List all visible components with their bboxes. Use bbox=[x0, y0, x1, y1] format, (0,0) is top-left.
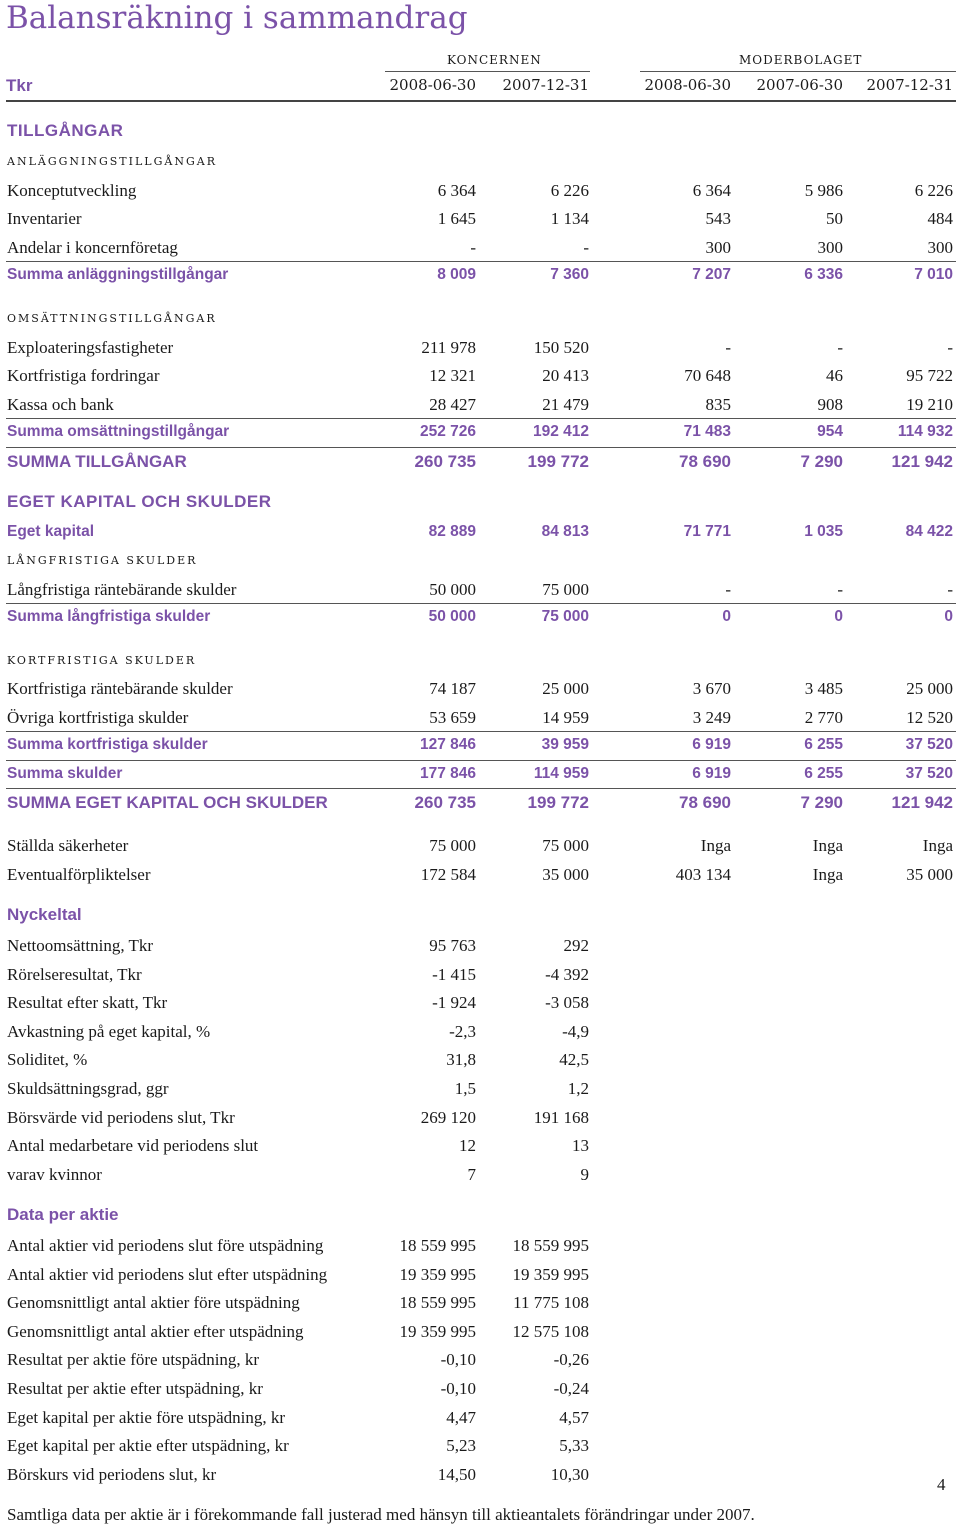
row-label: Genomsnittligt antal aktier före utspädning bbox=[7, 1293, 300, 1313]
row-value: 150 520 bbox=[533, 338, 589, 357]
row-value: 269 120 bbox=[420, 1107, 476, 1127]
row-label: Avkastning på eget kapital, % bbox=[7, 1021, 211, 1041]
row-value: 20 413 bbox=[542, 366, 589, 385]
row-value: 2 770 bbox=[804, 708, 843, 727]
row-value: 7 290 bbox=[800, 793, 843, 812]
row-value: -0,10 bbox=[440, 1350, 476, 1370]
header-rule bbox=[6, 100, 956, 102]
row-value: 75 000 bbox=[542, 836, 589, 855]
row-value: -4 392 bbox=[545, 964, 589, 984]
row-value: Inga bbox=[812, 865, 843, 884]
row-label: Genomsnittligt antal aktier efter utspädning bbox=[7, 1321, 304, 1341]
row-label: varav kvinnor bbox=[7, 1164, 102, 1184]
date-header: 2007-12-31 bbox=[502, 76, 589, 94]
row-value: 5,33 bbox=[559, 1436, 589, 1456]
row-value: 70 648 bbox=[684, 366, 731, 385]
row-value: 5 986 bbox=[804, 181, 843, 200]
row-value: 12 575 108 bbox=[512, 1321, 589, 1341]
row-label: Rörelseresultat, Tkr bbox=[7, 964, 142, 984]
row-value: 95 722 bbox=[906, 366, 953, 385]
row-label: Eget kapital per aktie efter utspädning, kr bbox=[7, 1436, 289, 1456]
row-value: 46 bbox=[826, 366, 843, 385]
row-value: 84 813 bbox=[541, 523, 589, 540]
key-figure-row bbox=[0, 1075, 960, 1103]
row-value: 127 846 bbox=[419, 736, 476, 753]
page-number: 4 bbox=[937, 1475, 946, 1494]
date-header: 2008-06-30 bbox=[389, 76, 476, 94]
row-value: Inga bbox=[812, 836, 843, 855]
row-value: 7 bbox=[467, 1164, 476, 1184]
group-underline-moderbolaget bbox=[640, 71, 956, 72]
row-value: 7 290 bbox=[800, 452, 843, 471]
sum-row bbox=[0, 519, 960, 547]
row-value: - bbox=[725, 338, 731, 357]
row-label: Kassa och bank bbox=[7, 395, 114, 414]
per-share-row bbox=[0, 1289, 960, 1317]
row-value: 1,5 bbox=[454, 1079, 476, 1098]
row-value: 835 bbox=[705, 395, 731, 414]
row-value: 50 000 bbox=[429, 580, 476, 599]
row-value: 260 735 bbox=[414, 793, 476, 812]
row-value: 1,2 bbox=[567, 1079, 589, 1098]
subheading-langfristiga-skulder: LÅNGFRISTIGA SKULDER bbox=[7, 554, 198, 567]
table-row bbox=[0, 704, 960, 732]
group-header-moderbolaget: MODERBOLAGET bbox=[739, 53, 863, 67]
row-label: Konceptutveckling bbox=[7, 181, 137, 200]
footnote: Samtliga data per aktie är i förekommande fall justerad med hänsyn till aktieantalets förändringar under 2007. bbox=[7, 1505, 755, 1524]
column-header-row bbox=[6, 74, 956, 100]
group-header-koncernen: KONCERNEN bbox=[447, 53, 542, 67]
table-row bbox=[0, 832, 960, 860]
row-value: 6 226 bbox=[914, 181, 953, 200]
sum-row bbox=[0, 419, 960, 447]
table-row bbox=[0, 576, 960, 604]
per-share-row bbox=[0, 1232, 960, 1260]
row-value: 78 690 bbox=[679, 793, 731, 812]
row-value: 75 000 bbox=[429, 836, 476, 855]
row-value: 6 364 bbox=[437, 181, 476, 200]
per-share-row bbox=[0, 1261, 960, 1289]
date-header: 2007-06-30 bbox=[756, 76, 843, 94]
row-label: Skuldsättningsgrad, ggr bbox=[7, 1079, 169, 1098]
row-value: 18 559 995 bbox=[399, 1236, 476, 1255]
row-value: 121 942 bbox=[891, 452, 953, 471]
row-label: Antal medarbetare vid periodens slut bbox=[7, 1136, 259, 1156]
row-value: 121 942 bbox=[891, 793, 953, 812]
row-value: - bbox=[947, 338, 953, 357]
row-value: 3 249 bbox=[692, 708, 731, 727]
row-value: - bbox=[725, 580, 731, 599]
sum-row bbox=[0, 604, 960, 632]
row-label: Exploateringsfastigheter bbox=[7, 338, 174, 357]
row-value: - bbox=[947, 580, 953, 599]
key-figure-row bbox=[0, 1104, 960, 1132]
row-label: Övriga kortfristiga skulder bbox=[7, 708, 189, 727]
row-value: 74 187 bbox=[429, 679, 476, 698]
row-value: Inga bbox=[922, 836, 953, 855]
row-value: -1 415 bbox=[432, 964, 476, 984]
row-value: 8 009 bbox=[437, 266, 476, 283]
key-figure-row bbox=[0, 932, 960, 960]
row-value: 53 659 bbox=[429, 708, 476, 727]
row-value: 252 726 bbox=[419, 423, 476, 440]
row-value: 292 bbox=[563, 936, 589, 955]
row-value: 6 919 bbox=[692, 765, 731, 782]
row-value: 5,23 bbox=[446, 1436, 476, 1456]
table-row bbox=[0, 234, 960, 262]
row-value: 71 771 bbox=[683, 523, 731, 540]
row-value: 199 772 bbox=[527, 452, 589, 471]
per-share-row bbox=[0, 1432, 960, 1460]
row-label: Eventualförpliktelser bbox=[7, 865, 151, 884]
row-value: - bbox=[837, 580, 843, 599]
row-value: 4,57 bbox=[559, 1407, 589, 1427]
row-value: 114 932 bbox=[897, 423, 953, 440]
row-value: 10,30 bbox=[550, 1464, 589, 1484]
section-heading-nyckeltal: Nyckeltal bbox=[7, 905, 82, 924]
row-value: 3 670 bbox=[692, 679, 731, 698]
row-label: Summa anläggningstillgångar bbox=[7, 266, 229, 283]
key-figure-row bbox=[0, 1018, 960, 1046]
row-value: 14 959 bbox=[542, 708, 589, 727]
row-value: 6 364 bbox=[692, 181, 731, 200]
row-value: 18 559 995 bbox=[399, 1293, 476, 1313]
row-value: 543 bbox=[705, 209, 731, 228]
row-value: 84 422 bbox=[905, 523, 953, 540]
row-label: Antal aktier vid periodens slut efter utspädning bbox=[7, 1264, 328, 1284]
row-value: 484 bbox=[927, 209, 953, 228]
row-label: Kortfristiga fordringar bbox=[7, 366, 160, 385]
section-heading-data-per-aktie: Data per aktie bbox=[7, 1205, 119, 1224]
per-share-row bbox=[0, 1375, 960, 1403]
row-value: 37 520 bbox=[905, 765, 953, 782]
row-value: 0 bbox=[834, 608, 843, 625]
row-value: 13 bbox=[572, 1136, 589, 1156]
row-value: 9 bbox=[580, 1164, 589, 1184]
date-header: 2008-06-30 bbox=[644, 76, 731, 94]
row-label: Långfristiga räntebärande skulder bbox=[7, 580, 237, 599]
row-value: 191 168 bbox=[533, 1107, 589, 1127]
row-value: 300 bbox=[705, 238, 731, 257]
row-value: 199 772 bbox=[527, 793, 589, 812]
unit-label: Tkr bbox=[6, 76, 33, 95]
key-figure-row bbox=[0, 989, 960, 1017]
row-value: 0 bbox=[944, 608, 953, 625]
date-header: 2007-12-31 bbox=[866, 76, 953, 94]
row-value: 18 559 995 bbox=[512, 1236, 589, 1255]
row-value: 403 134 bbox=[675, 865, 731, 884]
row-value: 4,47 bbox=[446, 1407, 476, 1427]
table-row bbox=[0, 362, 960, 390]
row-label: Summa kortfristiga skulder bbox=[7, 736, 208, 753]
row-value: 908 bbox=[817, 395, 843, 414]
row-label: Resultat per aktie före utspädning, kr bbox=[7, 1350, 260, 1370]
row-value: 1 134 bbox=[550, 209, 589, 228]
row-value: 35 000 bbox=[542, 865, 589, 884]
row-label: Börskurs vid periodens slut, kr bbox=[7, 1464, 217, 1484]
row-label: Andelar i koncernföretag bbox=[7, 238, 178, 257]
row-value: -0,24 bbox=[553, 1379, 589, 1398]
row-label: Nettoomsättning, Tkr bbox=[7, 936, 154, 955]
row-value: -2,3 bbox=[449, 1021, 476, 1041]
row-value: -0,10 bbox=[440, 1379, 476, 1398]
row-value: 19 359 995 bbox=[399, 1264, 476, 1284]
row-label: Summa skulder bbox=[7, 765, 123, 782]
row-value: 300 bbox=[927, 238, 953, 257]
group-underline-koncernen bbox=[385, 71, 590, 72]
row-value: 954 bbox=[817, 423, 843, 440]
table-row bbox=[0, 334, 960, 362]
per-share-row bbox=[0, 1404, 960, 1432]
subheading-omsattningstillgangar: OMSÄTTNINGSTILLGÅNGAR bbox=[7, 312, 217, 325]
row-value: 19 359 995 bbox=[512, 1264, 589, 1284]
row-value: 75 000 bbox=[541, 608, 589, 625]
row-value: 6 226 bbox=[550, 181, 589, 200]
subheading-anlaggningstillgangar: ANLÄGGNINGSTILLGÅNGAR bbox=[7, 155, 217, 168]
row-value: 177 846 bbox=[419, 765, 476, 782]
row-value: 0 bbox=[722, 608, 731, 625]
row-value: - bbox=[837, 338, 843, 357]
row-value: 7 207 bbox=[692, 266, 731, 283]
table-row bbox=[0, 675, 960, 703]
row-value: 12 321 bbox=[429, 366, 476, 385]
table-row bbox=[0, 177, 960, 205]
row-value: 42,5 bbox=[559, 1050, 589, 1070]
row-value: 78 690 bbox=[679, 452, 731, 471]
row-value: 12 bbox=[459, 1136, 476, 1156]
row-label: Inventarier bbox=[7, 209, 82, 228]
row-value: 6 255 bbox=[804, 765, 843, 782]
subheading-kortfristiga-skulder: KORTFRISTIGA SKULDER bbox=[7, 654, 197, 667]
row-value: 39 959 bbox=[541, 736, 589, 753]
row-value: 12 520 bbox=[906, 708, 953, 727]
row-value: 14,50 bbox=[437, 1464, 476, 1484]
row-value: 82 889 bbox=[428, 523, 476, 540]
row-value: 75 000 bbox=[542, 580, 589, 599]
key-figure-row bbox=[0, 1046, 960, 1074]
row-value: 6 919 bbox=[692, 736, 731, 753]
table-row bbox=[0, 391, 960, 419]
row-value: 25 000 bbox=[906, 679, 953, 698]
page-title: Balansräkning i sammandrag bbox=[6, 0, 468, 36]
row-value: 31,8 bbox=[446, 1050, 476, 1070]
key-figure-row bbox=[0, 1161, 960, 1189]
row-value: -3 058 bbox=[545, 993, 589, 1013]
row-label: SUMMA TILLGÅNGAR bbox=[7, 452, 187, 471]
row-label: Resultat per aktie efter utspädning, kr bbox=[7, 1379, 263, 1398]
row-value: 7 360 bbox=[550, 266, 589, 283]
row-label: Börsvärde vid periodens slut, Tkr bbox=[7, 1107, 235, 1127]
row-value: 1 645 bbox=[437, 209, 476, 228]
row-value: 172 584 bbox=[420, 865, 476, 884]
sum-row bbox=[0, 262, 960, 290]
row-label: Resultat efter skatt, Tkr bbox=[7, 993, 168, 1013]
row-label: Soliditet, % bbox=[7, 1050, 88, 1070]
row-value: 37 520 bbox=[905, 736, 953, 753]
row-label: SUMMA EGET KAPITAL OCH SKULDER bbox=[7, 793, 328, 812]
row-value: 95 763 bbox=[429, 936, 476, 955]
sum-row bbox=[0, 761, 960, 789]
total-row bbox=[0, 448, 960, 476]
row-value: 300 bbox=[817, 238, 843, 257]
row-value: 6 336 bbox=[804, 266, 843, 283]
sum-row bbox=[0, 732, 960, 760]
row-value: 192 412 bbox=[532, 423, 589, 440]
row-label: Summa långfristiga skulder bbox=[7, 608, 211, 625]
row-value: 19 359 995 bbox=[399, 1321, 476, 1341]
row-label: Ställda säkerheter bbox=[7, 836, 129, 855]
row-value: - bbox=[583, 238, 589, 257]
section-heading-tillgangar: TILLGÅNGAR bbox=[7, 121, 124, 140]
per-share-row bbox=[0, 1318, 960, 1346]
row-value: -1 924 bbox=[432, 993, 476, 1013]
row-value: 6 255 bbox=[804, 736, 843, 753]
section-heading-eget-kapital-och-skulder: EGET KAPITAL OCH SKULDER bbox=[7, 492, 272, 511]
row-value: - bbox=[470, 238, 476, 257]
row-value: 1 035 bbox=[804, 523, 843, 540]
row-value: 50 bbox=[826, 209, 843, 228]
row-value: 260 735 bbox=[414, 452, 476, 471]
row-value: 3 485 bbox=[804, 679, 843, 698]
row-value: 7 010 bbox=[914, 266, 953, 283]
table-row bbox=[0, 205, 960, 233]
total-row bbox=[0, 789, 960, 817]
row-label: Summa omsättningstillgångar bbox=[7, 423, 230, 440]
row-value: 35 000 bbox=[906, 865, 953, 884]
row-value: 11 775 108 bbox=[513, 1293, 589, 1313]
table-row bbox=[0, 861, 960, 889]
row-value: 50 000 bbox=[428, 608, 476, 625]
row-label: Eget kapital per aktie före utspädning, kr bbox=[7, 1407, 286, 1427]
row-label: Eget kapital bbox=[7, 523, 94, 540]
row-value: 25 000 bbox=[542, 679, 589, 698]
key-figure-row bbox=[0, 961, 960, 989]
key-figure-row bbox=[0, 1132, 960, 1160]
row-value: 114 959 bbox=[533, 765, 589, 782]
row-value: -4,9 bbox=[562, 1021, 589, 1041]
row-label: Antal aktier vid periodens slut före utspädning bbox=[7, 1236, 324, 1255]
row-value: Inga bbox=[700, 836, 731, 855]
per-share-row bbox=[0, 1461, 960, 1489]
row-value: 211 978 bbox=[421, 338, 476, 357]
row-value: 21 479 bbox=[542, 395, 589, 414]
row-value: 71 483 bbox=[683, 423, 731, 440]
row-value: 28 427 bbox=[429, 395, 476, 414]
row-label: Kortfristiga räntebärande skulder bbox=[7, 679, 233, 698]
per-share-row bbox=[0, 1346, 960, 1374]
row-value: 19 210 bbox=[906, 395, 953, 414]
row-value: -0,26 bbox=[553, 1350, 589, 1370]
